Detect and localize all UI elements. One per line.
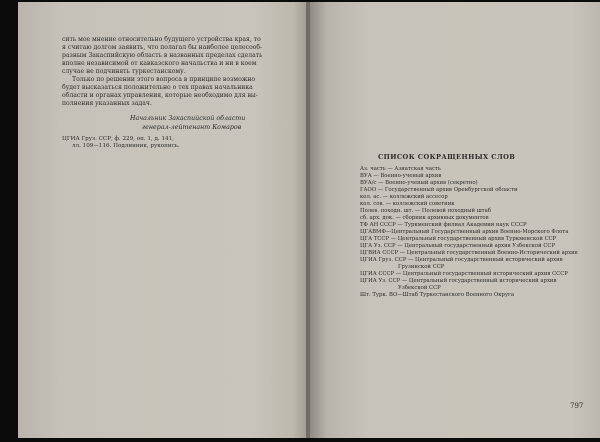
abbreviation-entry: Узбекской ССР — [398, 285, 441, 291]
page-number: 797 — [570, 402, 584, 410]
abbreviation-entry: ТФ АН СССР — Туркменский филиал Академии наук СССР — [360, 222, 527, 228]
abbreviation-entry: ЦГИА Груз. ССР — Центральный государственный исторический архив — [360, 257, 563, 263]
body-line: вполне независимой от кавказского начальства и ни в коем — [62, 60, 257, 67]
body-line: будет высказаться положительно о тех правах начальника — [62, 84, 253, 91]
body-line: полнения указанных задач. — [62, 100, 152, 107]
abbreviation-entry: Полев. походн. шт. — Полевой походный штаб — [360, 208, 491, 214]
abbreviation-entry: ЦГИА Уз. ССР — Центральный государственный исторический архив — [360, 278, 557, 284]
signature-name: генерал-лейтенант Комаров — [142, 124, 242, 131]
abbreviation-entry: ЦГА ТССР — Центральный государственный архив Туркменской ССР — [360, 236, 557, 242]
abbreviation-entry: ЦГА Уз. ССР — Центральный государственный архив Узбекской ССР — [360, 243, 556, 249]
archive-source: лл. 109—116. Подлинник, рукопись. — [72, 143, 180, 149]
signature-title: Начальник Закаспийской области — [130, 115, 246, 122]
archive-source: ЦГИА Груз. ССР, ф. 229, оп. 1, д. 141, — [62, 136, 174, 142]
abbreviation-entry: Шт. Турк. ВО—Штаб Туркестанского Военного Округа — [360, 292, 514, 298]
body-line: я считаю долгом заявить, что полагал бы наиболее целесооб- — [62, 44, 263, 51]
body-line: области и органах управления, которые необходимо для вы- — [62, 92, 258, 99]
abbreviations-title: СПИСОК СОКРАЩЕННЫХ СЛОВ — [378, 153, 516, 161]
body-line: Только по решении этого вопроса в принципе возможно — [72, 76, 256, 83]
left-page — [18, 2, 308, 438]
abbreviation-entry: ЦГВИА СССР — Центральный государственный Военно-Исторический архив — [360, 250, 578, 256]
abbreviation-entry: сб. арх. док. — сборник архивных документов — [360, 215, 489, 221]
abbreviation-entry: ЦГАВМФ—Центральный Государственный архив Военно-Морского Флота — [360, 229, 569, 235]
right-page — [310, 2, 600, 438]
abbreviation-entry: Аз. часть — Азиатская часть — [360, 166, 441, 172]
abbreviation-entry: ВУА/с — Военно-ученый архив (секретно) — [360, 180, 478, 186]
body-line: случае не подчинять туркестанскому. — [62, 68, 186, 75]
body-line: разным Закаспийскую область в названных пределах сделать — [62, 52, 263, 59]
book-spread — [18, 0, 600, 442]
abbreviation-entry: кол. ас. — коллежский ассесор — [360, 194, 448, 200]
abbreviation-entry: кол. сов. — коллежский советник — [360, 201, 455, 207]
body-line: сить мое мнение относительно будущего устройства края, то — [62, 36, 261, 43]
abbreviation-entry: ВУА — Военно-ученый архив — [360, 173, 442, 179]
abbreviation-entry: ЦГИА СССР — Центральный государственный исторический архив СССР — [360, 271, 568, 277]
abbreviation-entry: ГАОО — Государственный архив Оренбургской области — [360, 187, 518, 193]
abbreviation-entry: Грузинской ССР — [398, 264, 445, 270]
